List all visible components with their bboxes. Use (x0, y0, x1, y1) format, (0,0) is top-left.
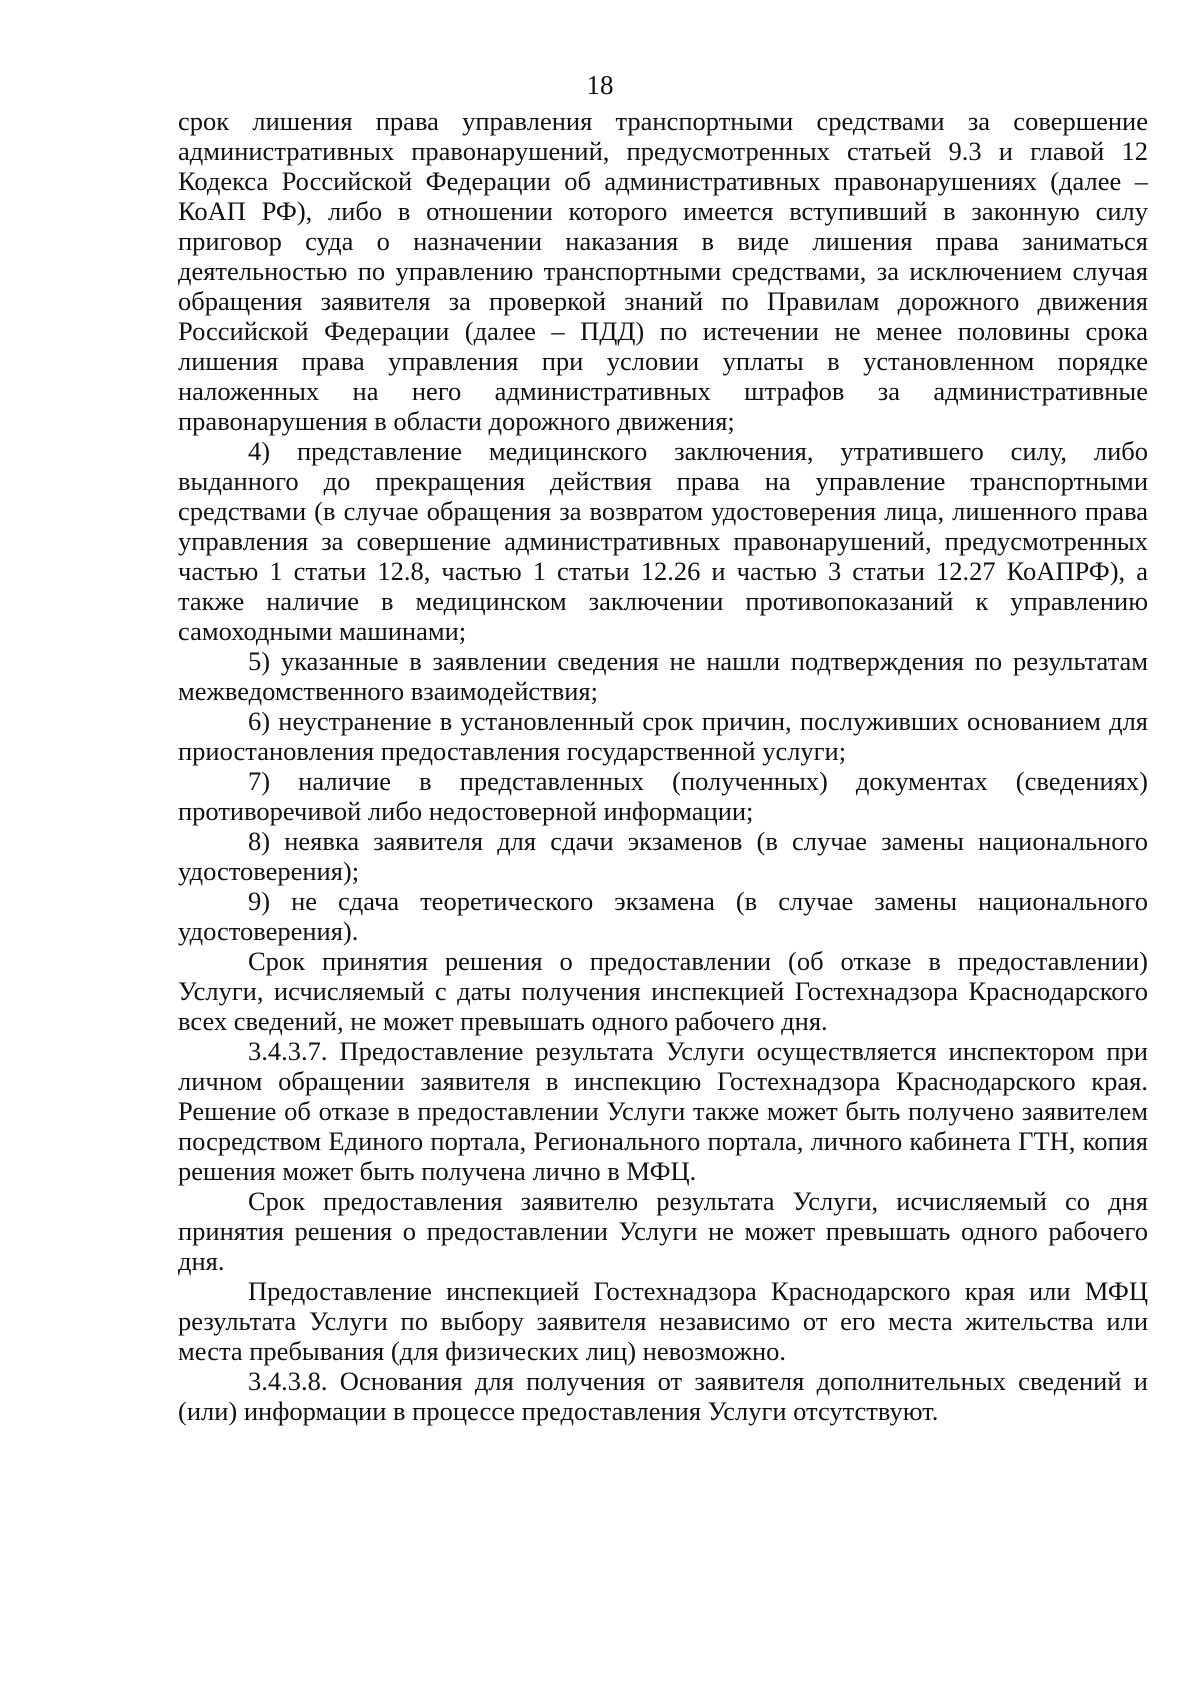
document-body (178, 106, 1148, 1426)
paragraph-result-term: Срок предоставления заявителю результата Услуги, исчисляемый со дня принятия решения о предоставлении Услуги не может превышать одного рабочего дня. (178, 1186, 1148, 1276)
list-item-9: 9) не сдача теоретического экзамена (в случае замены национального удостоверения). (178, 886, 1148, 946)
list-item-6: 6) неустранение в установленный срок причин, послуживших основанием для приостановления предоставления государственной услуги; (178, 706, 1148, 766)
paragraph-continuation: срок лишения права управления транспортными средствами за совершение административных правонарушений, предусмотренных статьей 9.3 и главой 12 Кодекса Российской Федерации об административных правонарушениях (далее – КоАП РФ), либо в отношении которого имеется вступивший в законную силу приговор суда о назначении наказания в виде лишения права заниматься деятельностью по управлению транспортными средствами, за исключением случая обращения заявителя за проверкой знаний по Правилам дорожного движения Российской Федерации (далее – ПДД) по истечении не менее половины срока лишения права управления при условии уплаты в установленном порядке наложенных на него административных штрафов за административные правонарушения в области дорожного движения; (178, 106, 1148, 436)
paragraph-result-provision: Предоставление инспекцией Гостехнадзора Краснодарского края или МФЦ результата Услуги по выбору заявителя независимо от его места жительства или места пребывания (для физических лиц) невозможно. (178, 1276, 1148, 1366)
list-item-4: 4) представление медицинского заключения, утратившего силу, либо выданного до прекращения действия права на управление транспортными средствами (в случае обращения за возвратом удостоверения лица, лишенного права управления за совершение административных правонарушений, предусмотренных частью 1 статьи 12.8, частью 1 статьи 12.26 и частью 3 статьи 12.27 КоАПРФ), а также наличие в медицинском заключении противопоказаний к управлению самоходными машинами; (178, 436, 1148, 646)
page-number: 18 (586, 70, 614, 100)
paragraph-3-4-3-7: 3.4.3.7. Предоставление результата Услуги осуществляется инспектором при личном обращении заявителя в инспекцию Гостехнадзора Краснодарского края. Решение об отказе в предоставлении Услуги также может быть получено заявителем посредством Единого портала, Регионального портала, личного кабинета ГТН, копия решения может быть получена лично в МФЦ. (178, 1036, 1148, 1186)
list-item-7: 7) наличие в представленных (полученных) документах (сведениях) противоречивой либо недостоверной информации; (178, 766, 1148, 826)
list-item-5: 5) указанные в заявлении сведения не нашли подтверждения по результатам межведомственного взаимодействия; (178, 646, 1148, 706)
list-item-8: 8) неявка заявителя для сдачи экзаменов (в случае замены национального удостоверения); (178, 826, 1148, 886)
paragraph-decision-term: Срок принятия решения о предоставлении (об отказе в предоставлении) Услуги, исчисляемый с даты получения инспекцией Гостехнадзора Краснодарского всех сведений, не может превышать одного рабочего дня. (178, 946, 1148, 1036)
paragraph-3-4-3-8: 3.4.3.8. Основания для получения от заявителя дополнительных сведений и (или) информации в процессе предоставления Услуги отсутствуют. (178, 1366, 1148, 1426)
